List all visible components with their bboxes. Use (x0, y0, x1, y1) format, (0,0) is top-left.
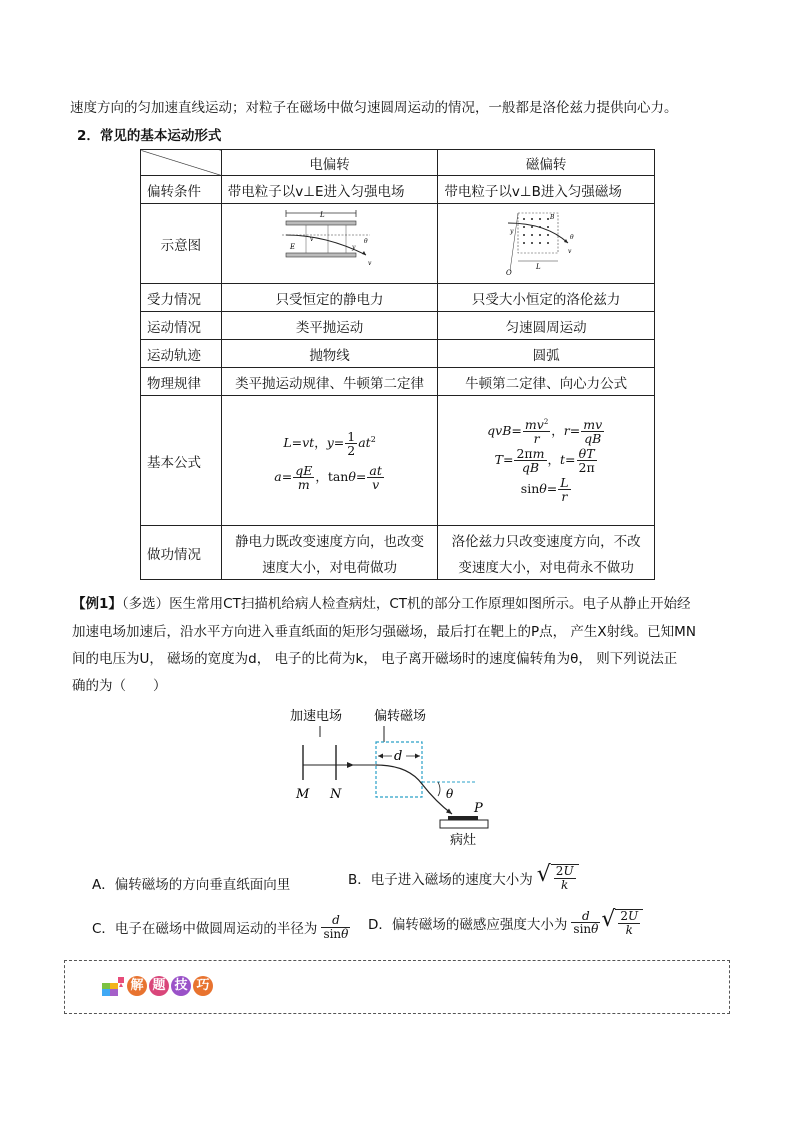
target-plate (440, 820, 488, 828)
cell-law-e: 类平抛运动规律、牛顿第二定律 (221, 368, 438, 396)
svg-text:v: v (367, 259, 371, 267)
label-P: P (474, 801, 483, 816)
cell-formula-b (438, 396, 655, 526)
option-D-text: D．偏转磁场的磁感应强度大小为 (368, 916, 568, 933)
example-line-3: 间的电压为U， 磁场的宽度为d， 电子的比荷为k， 电子离开磁场时的速度偏转角为θ， 则下列说法正 (72, 651, 678, 667)
label-deflect-field: 偏转磁场 (374, 709, 427, 724)
example-tag: 【例1】 (72, 596, 122, 612)
work-b-line2: 变速度大小，对电荷永不做功 (458, 559, 634, 576)
row-label-formula: 基本公式 (141, 396, 222, 526)
svg-text:θ: θ (570, 233, 574, 241)
option-B-math: √ $\frac{2U}{k}$ (537, 864, 579, 891)
option-C-text: C．电子在磁场中做圆周运动的半径为 (92, 921, 318, 938)
svg-text:O: O (506, 268, 512, 275)
row-label-condition: 偏转条件 (141, 176, 222, 204)
header-electric: 电偏转 (221, 150, 438, 176)
cell-force-b: 只受大小恒定的洛伦兹力 (438, 284, 655, 312)
work-e-line2: 速度大小，对电荷做功 (262, 559, 398, 576)
label-M: M (296, 787, 310, 802)
example-line-1 (72, 592, 691, 612)
section-title: 2．常见的基本运动形式 (77, 128, 222, 144)
work-b-line1: 洛伦兹力只改变速度方向，不改 (451, 533, 641, 550)
cell-trajectory-e: 抛物线 (221, 340, 438, 368)
row-label-force: 受力情况 (141, 284, 222, 312)
tips-char-3: 技 (171, 976, 191, 996)
row-label-motion: 运动情况 (141, 312, 222, 340)
cell-law-b: 牛顿第二定律、向心力公式 (438, 368, 655, 396)
puzzle-icon (101, 975, 127, 997)
svg-text:y: y (510, 227, 514, 235)
svg-text:L: L (319, 210, 325, 219)
option-A: A．偏转磁场的方向垂直纸面向里 (92, 877, 291, 893)
svg-text:θ: θ (363, 237, 368, 245)
cell-condition-b: 带电粒子以v⊥B进入匀强磁场 (438, 176, 655, 204)
svg-text:B: B (550, 213, 555, 221)
cell-formula-e (221, 396, 438, 526)
magnetic-deflection-figure (506, 209, 586, 275)
tips-char-2: 题 (149, 976, 169, 996)
option-B (348, 864, 579, 891)
row-label-diagram: 示意图 (141, 204, 222, 284)
cell-trajectory-b: 圆弧 (438, 340, 655, 368)
example-line-4: 确的为（ ） (72, 678, 167, 694)
magnetic-formulas: qvB= $\frac{mv^2}{r}$ ，r= $\frac{mv}{qB}$ T= $\frac{2\pi m}{qB}$ ，t= $\frac{\theta T}{2\pi}$ sinθ= $\frac{L}{r}$ (487, 416, 603, 505)
svg-text:E: E (289, 242, 295, 251)
row-label-work: 做功情况 (141, 526, 222, 580)
label-N: N (330, 787, 342, 802)
comparison-table (140, 149, 655, 580)
option-D-sqrt: √ $\frac{2U}{k}$ (601, 909, 643, 936)
label-d: d (394, 749, 403, 764)
work-e-line1: 静电力既改变速度方向，也改变 (235, 533, 425, 550)
row-label-law: 物理规律 (141, 368, 222, 396)
cell-work-b (438, 526, 655, 580)
cell-motion-e: 类平抛运动 (221, 312, 438, 340)
option-D-frac: $\frac{d}{\sin\theta}$ (573, 908, 599, 937)
cell-diagram-e (221, 204, 438, 284)
header-diagonal-cell (141, 150, 222, 176)
option-B-text: B．电子进入磁场的速度大小为 (348, 871, 533, 888)
electric-formulas: L=vt，y= $\frac{1}{2}$ $at^2$ a= $\frac{qE}{m}$ ，tanθ= $\frac{at}{v}$ (274, 429, 382, 492)
electron-path (376, 765, 452, 814)
svg-text:L: L (536, 262, 541, 271)
tips-header (101, 975, 215, 997)
cell-motion-b: 匀速圆周运动 (438, 312, 655, 340)
header-magnetic: 磁偏转 (438, 150, 655, 176)
cell-work-e (221, 526, 438, 580)
svg-text:y: y (351, 243, 355, 251)
electric-deflection-figure (280, 209, 380, 275)
tips-char-1: 解 (127, 976, 147, 996)
option-D (368, 909, 643, 936)
cell-force-e: 只受恒定的静电力 (221, 284, 438, 312)
svg-text:v: v (568, 247, 572, 255)
cell-condition-e: 带电粒子以v⊥E进入匀强电场 (221, 176, 438, 204)
label-accel-field: 加速电场 (290, 709, 343, 724)
example-text-1: （多选）医生常用CT扫描机给病人检查病灶，CT机的部分工作原理如图所示。电子从静止开始经 (121, 596, 691, 612)
label-theta: θ (446, 787, 454, 801)
svg-text:v: v (309, 235, 313, 243)
ct-figure (280, 702, 500, 852)
tips-box (64, 960, 730, 1014)
tips-char-4: 巧 (193, 976, 213, 996)
label-target: 病灶 (450, 833, 477, 848)
row-label-trajectory: 运动轨迹 (141, 340, 222, 368)
intro-text: 速度方向的匀加速直线运动；对粒子在磁场中做匀速圆周运动的情况，一般都是洛伦兹力提供向心力。 (70, 100, 678, 116)
option-C-math: $\frac{d}{\sin\theta}$ (323, 913, 349, 941)
option-C (92, 914, 351, 940)
cell-diagram-b (438, 204, 655, 284)
example-line-2: 加速电场加速后，沿水平方向进入垂直纸面的矩形匀强磁场，最后打在靶上的P点， 产生X射线。已知MN (72, 624, 696, 640)
